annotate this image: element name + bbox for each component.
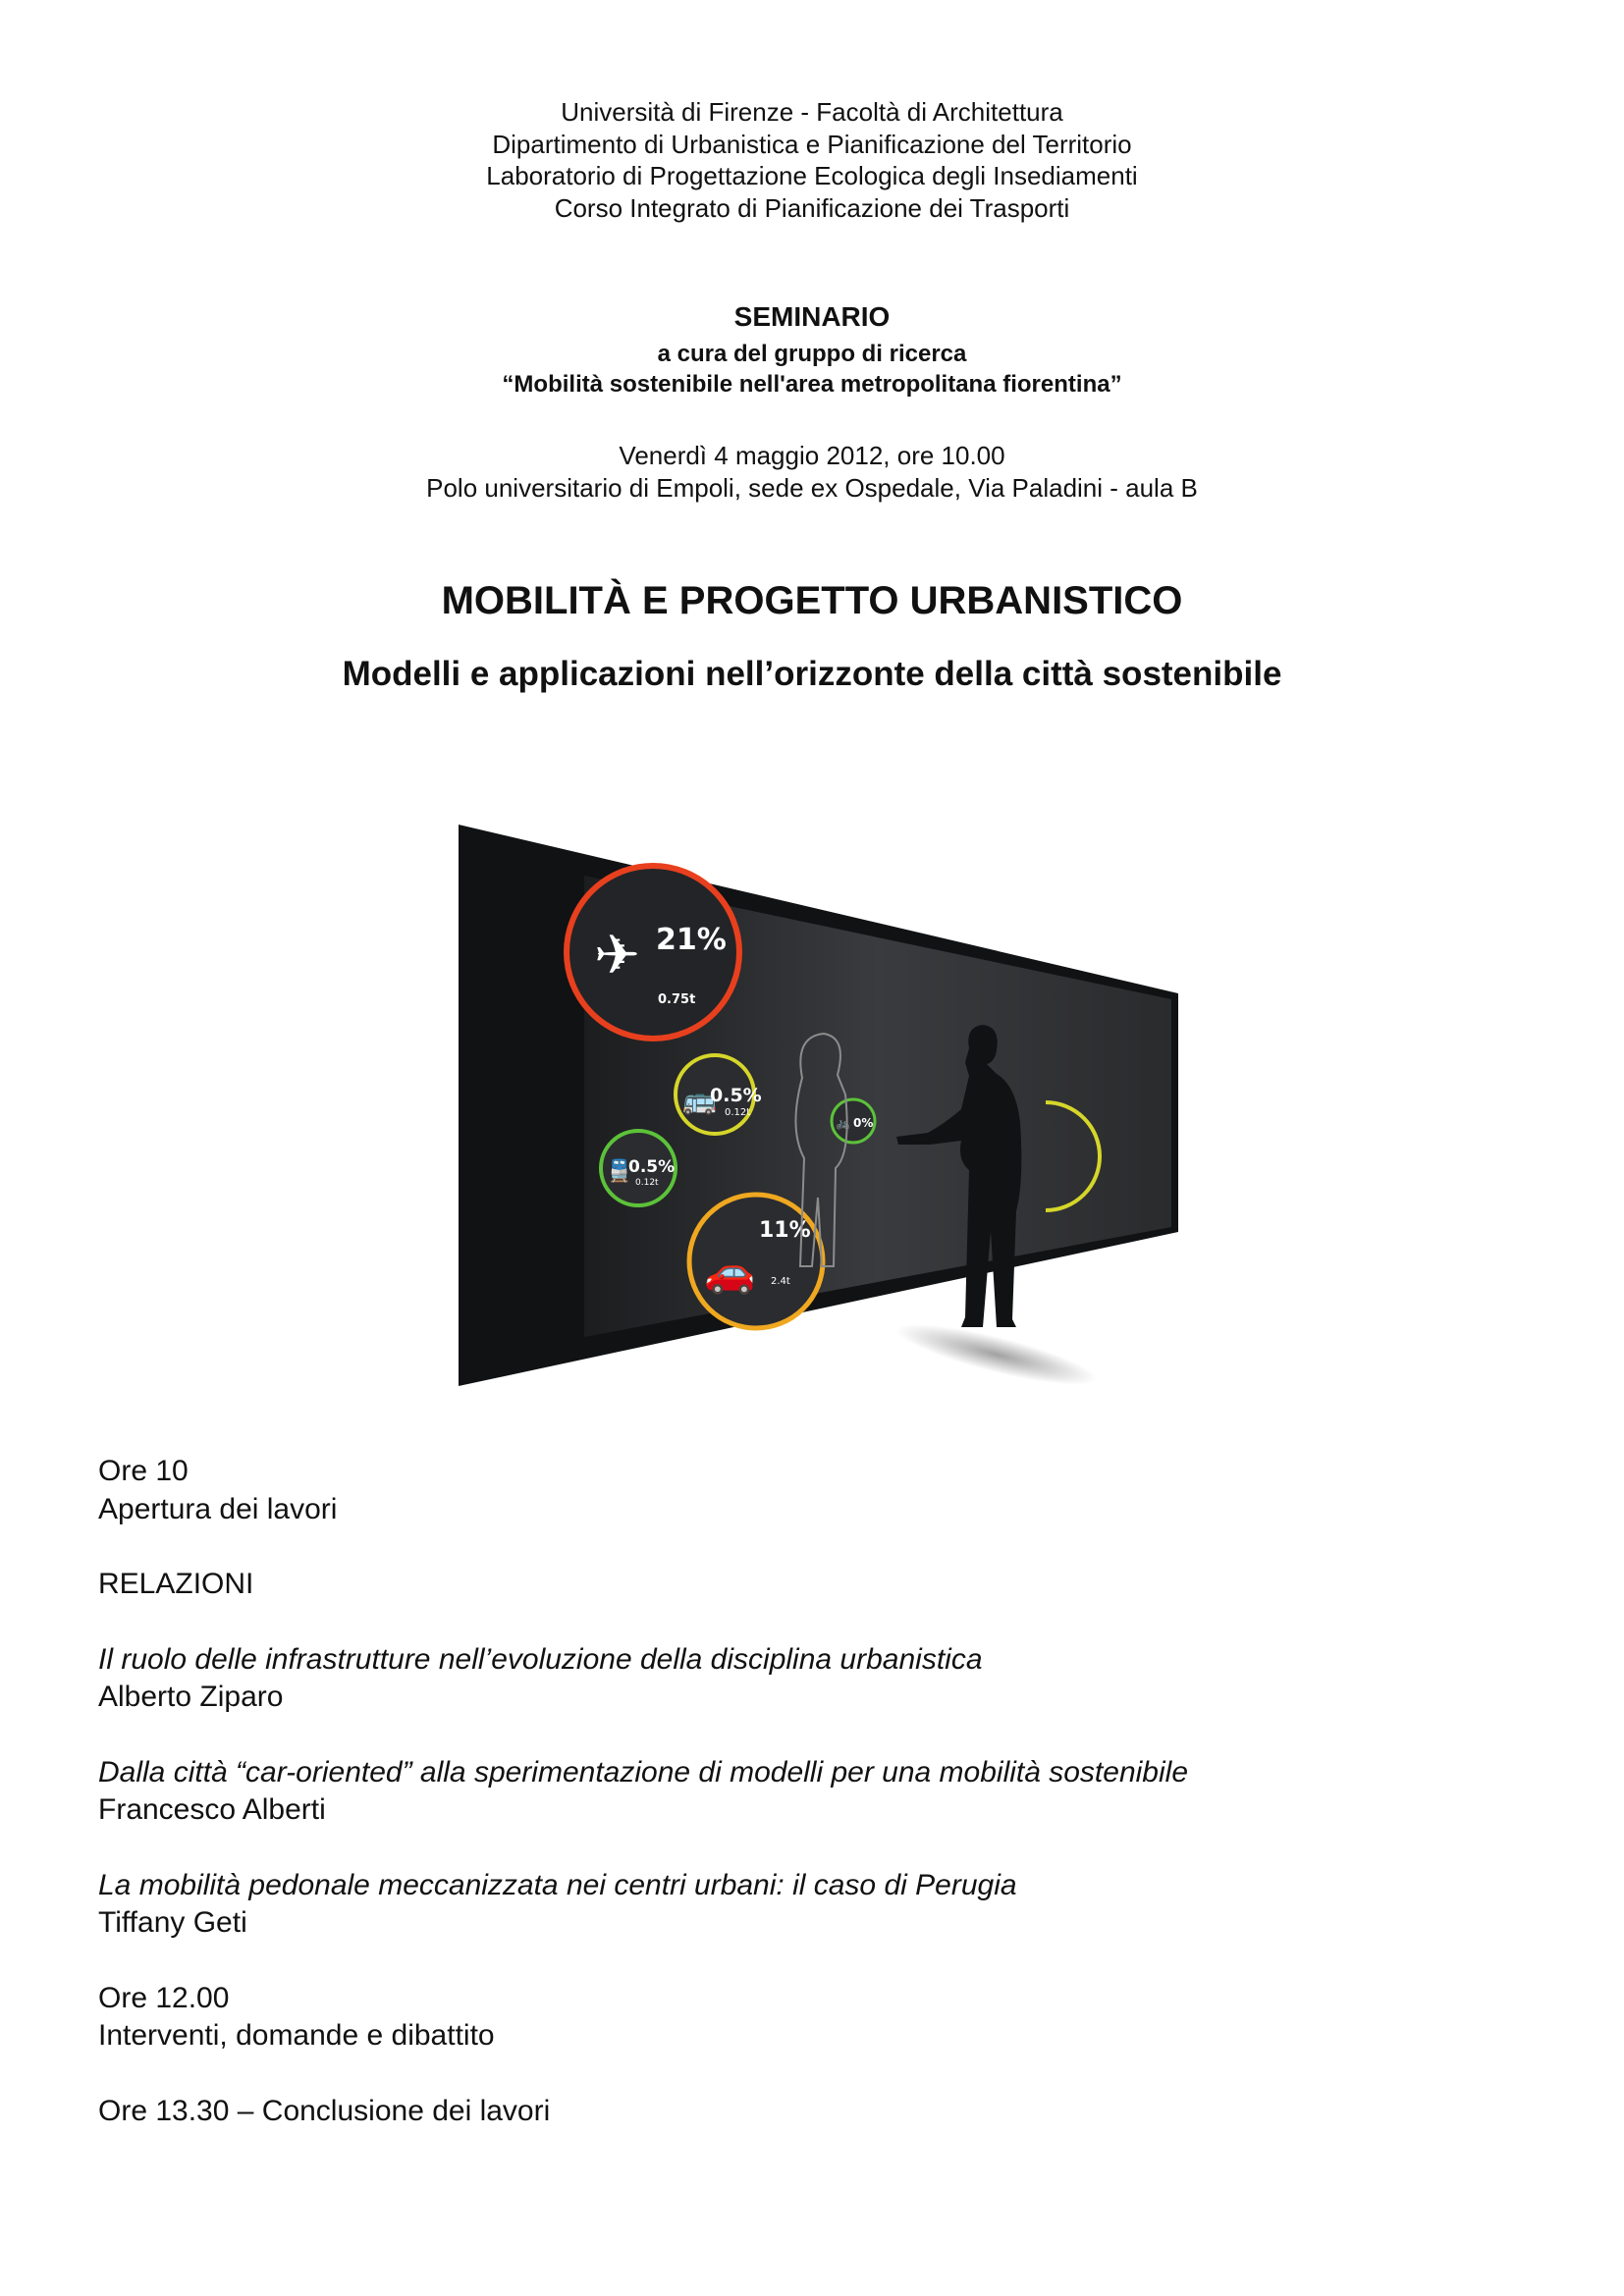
airplane-icon: ✈ (594, 924, 640, 988)
seminar-title: SEMINARIO (733, 301, 891, 332)
talk-speaker: Alberto Ziparo (98, 1681, 284, 1713)
seminar-organizers (0, 339, 1624, 400)
seminar-when-where (0, 440, 1624, 504)
talk-speaker: Francesco Alberti (98, 1793, 326, 1826)
bubble-bus-value: 0.5% (710, 1085, 762, 1106)
discussion-time: Ore 12.00 (98, 1981, 230, 2014)
seminar-curated-by: a cura del gruppo di ricerca (657, 341, 967, 367)
talk-title: Il ruolo delle infrastrutture nell’evoluzione della disciplina urbanistica (98, 1642, 983, 1676)
bus-icon: 🚌 (682, 1084, 717, 1116)
bubble-airplane-unit: 0.75t (658, 992, 696, 1007)
program (98, 1453, 1473, 2130)
seminar-group-name: “Mobilità sostenibile nell'area metropolitana fiorentina” (502, 371, 1122, 398)
event-subtitle: Modelli e applicazioni nell’orizzonte della città sostenibile (342, 655, 1282, 693)
illustration (447, 825, 1193, 1418)
bubble-airplane (567, 866, 739, 1039)
bubble-bus-unit: 0.12t (725, 1107, 751, 1118)
event-title: MOBILITÀ E PROGETTO URBANISTICO (441, 579, 1183, 622)
section-label: RELAZIONI (98, 1568, 254, 1600)
bubble-train (601, 1131, 676, 1205)
discussion-label: Interventi, domande e dibattito (98, 2019, 495, 2052)
bubble-bicycle-value: 0% (853, 1116, 874, 1130)
opening-label: Apertura dei lavori (98, 1492, 338, 1525)
car-icon: 🚗 (704, 1248, 756, 1296)
bicycle-icon: 🚲 (836, 1116, 850, 1130)
header-university: Università di Firenze - Facoltà di Architettura (561, 97, 1063, 127)
bubble-airplane-value: 21% (656, 923, 727, 957)
talk-title: Dalla città “car-oriented” alla sperimentazione di modelli per una mobilità sostenibile (98, 1755, 1188, 1789)
seminar-date: Venerdì 4 maggio 2012, ore 10.00 (619, 441, 1005, 470)
seminar-venue: Polo universitario di Empoli, sede ex Ospedale, Via Paladini - aula B (426, 472, 1198, 503)
header-course: Corso Integrato di Pianificazione dei Trasporti (554, 192, 1070, 223)
talk-speaker: Tiffany Geti (98, 1906, 247, 1939)
bubble-car-unit: 2.4t (771, 1276, 790, 1287)
institution-header (0, 96, 1624, 224)
header-laboratory: Laboratorio di Progettazione Ecologica degli Insediamenti (486, 161, 1138, 190)
closing-line: Ore 13.30 – Conclusione dei lavori (98, 2094, 551, 2127)
header-department: Dipartimento di Urbanistica e Pianificazione del Territorio (492, 129, 1132, 159)
bubble-train-value: 0.5% (628, 1157, 676, 1177)
opening-time: Ore 10 (98, 1455, 189, 1487)
train-icon: 🚆 (606, 1159, 633, 1184)
bubble-train-unit: 0.12t (635, 1178, 659, 1188)
bubble-bicycle (832, 1099, 875, 1143)
bubble-car-value: 11% (759, 1218, 811, 1243)
talk-title: La mobilità pedonale meccanizzata nei centri urbani: il caso di Perugia (98, 1868, 1017, 1901)
